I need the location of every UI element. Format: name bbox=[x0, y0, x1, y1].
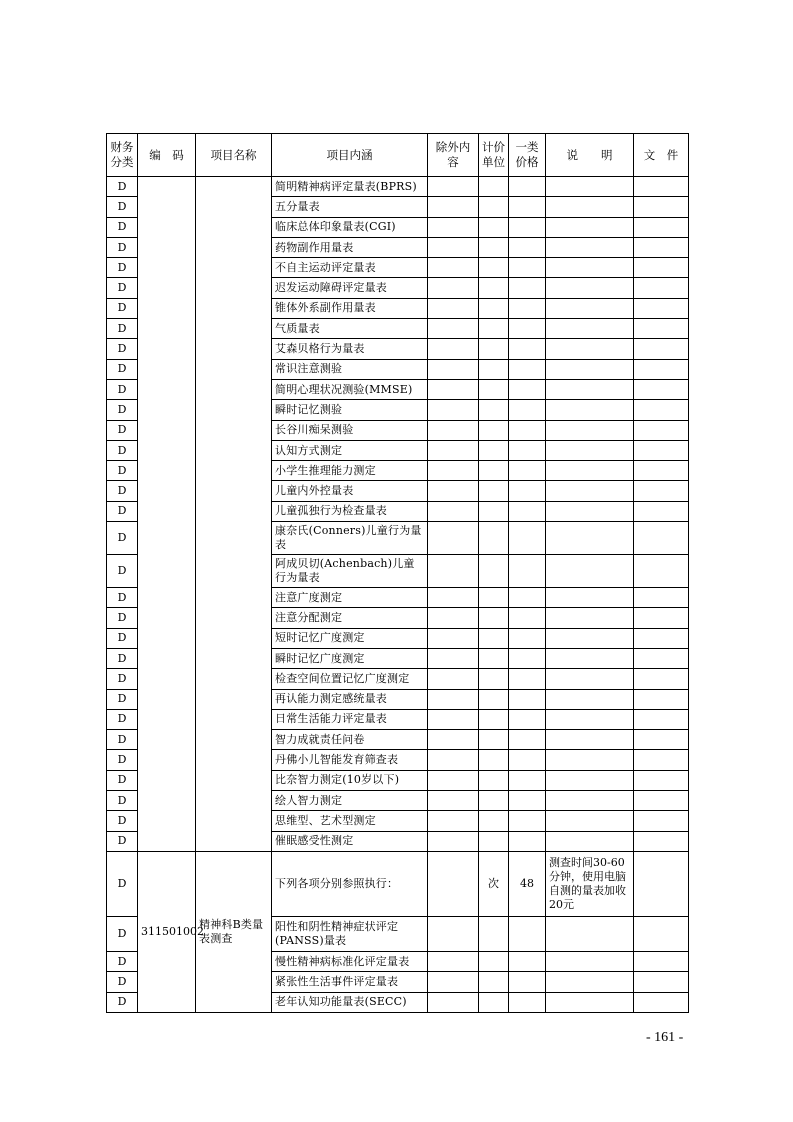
excluded-cell bbox=[428, 298, 479, 318]
price-cell bbox=[509, 770, 546, 790]
price-cell bbox=[509, 628, 546, 648]
header-excluded: 除外内容 bbox=[428, 134, 479, 177]
unit-cell bbox=[479, 750, 509, 770]
category-cell: D bbox=[107, 770, 138, 790]
content-cell: 小学生推理能力测定 bbox=[272, 461, 428, 481]
excluded-cell bbox=[428, 379, 479, 399]
category-cell: D bbox=[107, 689, 138, 709]
note-cell bbox=[546, 770, 634, 790]
price-cell bbox=[509, 992, 546, 1012]
unit-cell bbox=[479, 831, 509, 851]
content-cell: 临床总体印象量表(CGI) bbox=[272, 217, 428, 237]
excluded-cell bbox=[428, 851, 479, 916]
excluded-cell bbox=[428, 197, 479, 217]
project-name-cell bbox=[196, 177, 272, 852]
price-cell bbox=[509, 440, 546, 460]
note-cell bbox=[546, 951, 634, 971]
category-cell: D bbox=[107, 811, 138, 831]
price-cell bbox=[509, 501, 546, 521]
category-cell: D bbox=[107, 379, 138, 399]
file-cell bbox=[634, 359, 689, 379]
file-cell bbox=[634, 298, 689, 318]
content-cell: 迟发运动障碍评定量表 bbox=[272, 278, 428, 298]
note-cell: 测查时间30-60分钟，使用电脑自测的量表加收20元 bbox=[546, 851, 634, 916]
unit-cell bbox=[479, 177, 509, 197]
unit-cell bbox=[479, 608, 509, 628]
price-cell bbox=[509, 972, 546, 992]
file-cell bbox=[634, 197, 689, 217]
file-cell bbox=[634, 811, 689, 831]
content-cell: 康奈氏(Conners)儿童行为量表 bbox=[272, 522, 428, 555]
excluded-cell bbox=[428, 359, 479, 379]
header-code: 编 码 bbox=[138, 134, 196, 177]
file-cell bbox=[634, 916, 689, 951]
price-cell: 48 bbox=[509, 851, 546, 916]
unit-cell bbox=[479, 481, 509, 501]
file-cell bbox=[634, 669, 689, 689]
price-cell bbox=[509, 730, 546, 750]
content-cell: 催眠感受性测定 bbox=[272, 831, 428, 851]
content-cell: 认知方式测定 bbox=[272, 440, 428, 460]
excluded-cell bbox=[428, 831, 479, 851]
category-cell: D bbox=[107, 177, 138, 197]
note-cell bbox=[546, 709, 634, 729]
category-cell: D bbox=[107, 730, 138, 750]
unit-cell bbox=[479, 588, 509, 608]
unit-cell bbox=[479, 501, 509, 521]
table-row bbox=[107, 177, 689, 197]
content-cell: 紧张性生活事件评定量表 bbox=[272, 972, 428, 992]
file-cell bbox=[634, 770, 689, 790]
content-cell: 比奈智力测定(10岁以下) bbox=[272, 770, 428, 790]
code-cell bbox=[138, 177, 196, 852]
price-cell bbox=[509, 217, 546, 237]
category-cell: D bbox=[107, 608, 138, 628]
excluded-cell bbox=[428, 709, 479, 729]
note-cell bbox=[546, 359, 634, 379]
file-cell bbox=[634, 851, 689, 916]
category-cell: D bbox=[107, 709, 138, 729]
price-cell bbox=[509, 177, 546, 197]
excluded-cell bbox=[428, 689, 479, 709]
header-cat: 财务分类 bbox=[107, 134, 138, 177]
file-cell bbox=[634, 420, 689, 440]
header-file: 文 件 bbox=[634, 134, 689, 177]
note-cell bbox=[546, 588, 634, 608]
unit-cell bbox=[479, 359, 509, 379]
excluded-cell bbox=[428, 177, 479, 197]
note-cell bbox=[546, 420, 634, 440]
content-cell: 阿成贝切(Achenbach)儿童行为量表 bbox=[272, 555, 428, 588]
fee-schedule-table bbox=[106, 133, 689, 1013]
note-cell bbox=[546, 319, 634, 339]
unit-cell bbox=[479, 440, 509, 460]
category-cell: D bbox=[107, 851, 138, 916]
note-cell bbox=[546, 648, 634, 668]
note-cell bbox=[546, 197, 634, 217]
category-cell: D bbox=[107, 951, 138, 971]
file-cell bbox=[634, 588, 689, 608]
note-cell bbox=[546, 177, 634, 197]
content-cell: 常识注意测验 bbox=[272, 359, 428, 379]
price-cell bbox=[509, 608, 546, 628]
file-cell bbox=[634, 992, 689, 1012]
excluded-cell bbox=[428, 588, 479, 608]
content-cell: 慢性精神病标准化评定量表 bbox=[272, 951, 428, 971]
price-cell bbox=[509, 811, 546, 831]
file-cell bbox=[634, 831, 689, 851]
note-cell bbox=[546, 669, 634, 689]
content-cell: 短时记忆广度测定 bbox=[272, 628, 428, 648]
price-cell bbox=[509, 916, 546, 951]
file-cell bbox=[634, 501, 689, 521]
category-cell: D bbox=[107, 217, 138, 237]
unit-cell bbox=[479, 811, 509, 831]
excluded-cell bbox=[428, 972, 479, 992]
excluded-cell bbox=[428, 258, 479, 278]
content-cell: 思维型、艺术型测定 bbox=[272, 811, 428, 831]
file-cell bbox=[634, 522, 689, 555]
excluded-cell bbox=[428, 791, 479, 811]
file-cell bbox=[634, 791, 689, 811]
header-price: 一类价格 bbox=[509, 134, 546, 177]
note-cell bbox=[546, 916, 634, 951]
category-cell: D bbox=[107, 522, 138, 555]
category-cell: D bbox=[107, 669, 138, 689]
unit-cell bbox=[479, 770, 509, 790]
file-cell bbox=[634, 319, 689, 339]
unit-cell bbox=[479, 319, 509, 339]
category-cell: D bbox=[107, 319, 138, 339]
excluded-cell bbox=[428, 648, 479, 668]
header-note: 说 明 bbox=[546, 134, 634, 177]
code-cell: 311501002 bbox=[138, 851, 196, 1012]
file-cell bbox=[634, 608, 689, 628]
content-cell: 瞬时记忆测验 bbox=[272, 400, 428, 420]
note-cell bbox=[546, 339, 634, 359]
category-cell: D bbox=[107, 628, 138, 648]
note-cell bbox=[546, 831, 634, 851]
excluded-cell bbox=[428, 420, 479, 440]
price-cell bbox=[509, 689, 546, 709]
note-cell bbox=[546, 972, 634, 992]
category-cell: D bbox=[107, 750, 138, 770]
content-cell: 丹佛小儿智能发育筛查表 bbox=[272, 750, 428, 770]
file-cell bbox=[634, 951, 689, 971]
price-cell bbox=[509, 709, 546, 729]
unit-cell bbox=[479, 916, 509, 951]
unit-cell bbox=[479, 379, 509, 399]
file-cell bbox=[634, 461, 689, 481]
price-cell bbox=[509, 197, 546, 217]
content-cell: 再认能力测定感统量表 bbox=[272, 689, 428, 709]
content-cell: 简明心理状况测验(MMSE) bbox=[272, 379, 428, 399]
content-cell: 下列各项分别参照执行： bbox=[272, 851, 428, 916]
category-cell: D bbox=[107, 461, 138, 481]
excluded-cell bbox=[428, 217, 479, 237]
content-cell: 儿童内外控量表 bbox=[272, 481, 428, 501]
price-cell bbox=[509, 298, 546, 318]
content-cell: 艾森贝格行为量表 bbox=[272, 339, 428, 359]
header-unit: 计价单位 bbox=[479, 134, 509, 177]
note-cell bbox=[546, 628, 634, 648]
content-cell: 瞬时记忆广度测定 bbox=[272, 648, 428, 668]
unit-cell bbox=[479, 400, 509, 420]
price-cell bbox=[509, 258, 546, 278]
price-cell bbox=[509, 588, 546, 608]
note-cell bbox=[546, 689, 634, 709]
excluded-cell bbox=[428, 440, 479, 460]
file-cell bbox=[634, 177, 689, 197]
unit-cell bbox=[479, 709, 509, 729]
unit-cell bbox=[479, 648, 509, 668]
note-cell bbox=[546, 461, 634, 481]
file-cell bbox=[634, 750, 689, 770]
excluded-cell bbox=[428, 951, 479, 971]
note-cell bbox=[546, 730, 634, 750]
category-cell: D bbox=[107, 831, 138, 851]
excluded-cell bbox=[428, 237, 479, 257]
file-cell bbox=[634, 628, 689, 648]
file-cell bbox=[634, 709, 689, 729]
content-cell: 绘人智力测定 bbox=[272, 791, 428, 811]
price-cell bbox=[509, 420, 546, 440]
unit-cell bbox=[479, 420, 509, 440]
note-cell bbox=[546, 791, 634, 811]
table-body bbox=[107, 177, 689, 1013]
price-cell bbox=[509, 951, 546, 971]
content-cell: 不自主运动评定量表 bbox=[272, 258, 428, 278]
excluded-cell bbox=[428, 481, 479, 501]
excluded-cell bbox=[428, 669, 479, 689]
unit-cell bbox=[479, 522, 509, 555]
price-cell bbox=[509, 750, 546, 770]
excluded-cell bbox=[428, 400, 479, 420]
unit-cell bbox=[479, 278, 509, 298]
content-cell: 注意分配测定 bbox=[272, 608, 428, 628]
price-cell bbox=[509, 237, 546, 257]
content-cell: 五分量表 bbox=[272, 197, 428, 217]
unit-cell bbox=[479, 298, 509, 318]
content-cell: 阳性和阴性精神症状评定(PANSS)量表 bbox=[272, 916, 428, 951]
price-cell bbox=[509, 359, 546, 379]
unit-cell bbox=[479, 217, 509, 237]
note-cell bbox=[546, 555, 634, 588]
file-cell bbox=[634, 278, 689, 298]
unit-cell bbox=[479, 258, 509, 278]
excluded-cell bbox=[428, 608, 479, 628]
content-cell: 智力成就责任问卷 bbox=[272, 730, 428, 750]
category-cell: D bbox=[107, 916, 138, 951]
excluded-cell bbox=[428, 522, 479, 555]
unit-cell bbox=[479, 669, 509, 689]
header-row bbox=[107, 134, 689, 177]
file-cell bbox=[634, 258, 689, 278]
unit-cell bbox=[479, 237, 509, 257]
file-cell bbox=[634, 730, 689, 750]
excluded-cell bbox=[428, 811, 479, 831]
header-content: 项目内涵 bbox=[272, 134, 428, 177]
note-cell bbox=[546, 992, 634, 1012]
category-cell: D bbox=[107, 992, 138, 1012]
price-cell bbox=[509, 379, 546, 399]
category-cell: D bbox=[107, 339, 138, 359]
category-cell: D bbox=[107, 400, 138, 420]
excluded-cell bbox=[428, 628, 479, 648]
category-cell: D bbox=[107, 555, 138, 588]
note-cell bbox=[546, 608, 634, 628]
file-cell bbox=[634, 972, 689, 992]
note-cell bbox=[546, 440, 634, 460]
file-cell bbox=[634, 648, 689, 668]
unit-cell: 次 bbox=[479, 851, 509, 916]
file-cell bbox=[634, 440, 689, 460]
category-cell: D bbox=[107, 298, 138, 318]
content-cell: 锥体外系副作用量表 bbox=[272, 298, 428, 318]
file-cell bbox=[634, 217, 689, 237]
category-cell: D bbox=[107, 278, 138, 298]
price-cell bbox=[509, 461, 546, 481]
project-name-cell: 精神科B类量表测查 bbox=[196, 851, 272, 1012]
note-cell bbox=[546, 278, 634, 298]
content-cell: 老年认知功能量表(SECC) bbox=[272, 992, 428, 1012]
file-cell bbox=[634, 481, 689, 501]
excluded-cell bbox=[428, 730, 479, 750]
content-cell: 气质量表 bbox=[272, 319, 428, 339]
file-cell bbox=[634, 555, 689, 588]
content-cell: 儿童孤独行为检查量表 bbox=[272, 501, 428, 521]
category-cell: D bbox=[107, 588, 138, 608]
note-cell bbox=[546, 522, 634, 555]
excluded-cell bbox=[428, 992, 479, 1012]
excluded-cell bbox=[428, 501, 479, 521]
unit-cell bbox=[479, 791, 509, 811]
unit-cell bbox=[479, 992, 509, 1012]
unit-cell bbox=[479, 461, 509, 481]
category-cell: D bbox=[107, 237, 138, 257]
category-cell: D bbox=[107, 420, 138, 440]
excluded-cell bbox=[428, 770, 479, 790]
note-cell bbox=[546, 217, 634, 237]
content-cell: 简明精神病评定量表(BPRS) bbox=[272, 177, 428, 197]
price-cell bbox=[509, 339, 546, 359]
price-cell bbox=[509, 555, 546, 588]
category-cell: D bbox=[107, 440, 138, 460]
note-cell bbox=[546, 400, 634, 420]
category-cell: D bbox=[107, 648, 138, 668]
excluded-cell bbox=[428, 916, 479, 951]
category-cell: D bbox=[107, 481, 138, 501]
excluded-cell bbox=[428, 461, 479, 481]
price-cell bbox=[509, 791, 546, 811]
content-cell: 日常生活能力评定量表 bbox=[272, 709, 428, 729]
header-name: 项目名称 bbox=[196, 134, 272, 177]
category-cell: D bbox=[107, 258, 138, 278]
category-cell: D bbox=[107, 359, 138, 379]
excluded-cell bbox=[428, 319, 479, 339]
price-cell bbox=[509, 669, 546, 689]
note-cell bbox=[546, 237, 634, 257]
note-cell bbox=[546, 811, 634, 831]
note-cell bbox=[546, 379, 634, 399]
category-cell: D bbox=[107, 501, 138, 521]
unit-cell bbox=[479, 689, 509, 709]
unit-cell bbox=[479, 972, 509, 992]
page-number: - 161 - bbox=[646, 1030, 684, 1045]
unit-cell bbox=[479, 951, 509, 971]
category-cell: D bbox=[107, 791, 138, 811]
table-row bbox=[107, 851, 689, 916]
price-cell bbox=[509, 831, 546, 851]
content-cell: 药物副作用量表 bbox=[272, 237, 428, 257]
excluded-cell bbox=[428, 339, 479, 359]
price-cell bbox=[509, 481, 546, 501]
excluded-cell bbox=[428, 278, 479, 298]
file-cell bbox=[634, 689, 689, 709]
content-cell: 注意广度测定 bbox=[272, 588, 428, 608]
file-cell bbox=[634, 237, 689, 257]
content-cell: 检查空间位置记忆广度测定 bbox=[272, 669, 428, 689]
price-cell bbox=[509, 400, 546, 420]
unit-cell bbox=[479, 197, 509, 217]
unit-cell bbox=[479, 730, 509, 750]
price-cell bbox=[509, 522, 546, 555]
note-cell bbox=[546, 298, 634, 318]
note-cell bbox=[546, 750, 634, 770]
category-cell: D bbox=[107, 197, 138, 217]
note-cell bbox=[546, 258, 634, 278]
category-cell: D bbox=[107, 972, 138, 992]
unit-cell bbox=[479, 555, 509, 588]
note-cell bbox=[546, 501, 634, 521]
note-cell bbox=[546, 481, 634, 501]
unit-cell bbox=[479, 339, 509, 359]
excluded-cell bbox=[428, 750, 479, 770]
content-cell: 长谷川痴呆测验 bbox=[272, 420, 428, 440]
file-cell bbox=[634, 339, 689, 359]
price-cell bbox=[509, 278, 546, 298]
file-cell bbox=[634, 379, 689, 399]
excluded-cell bbox=[428, 555, 479, 588]
price-cell bbox=[509, 648, 546, 668]
price-cell bbox=[509, 319, 546, 339]
file-cell bbox=[634, 400, 689, 420]
unit-cell bbox=[479, 628, 509, 648]
